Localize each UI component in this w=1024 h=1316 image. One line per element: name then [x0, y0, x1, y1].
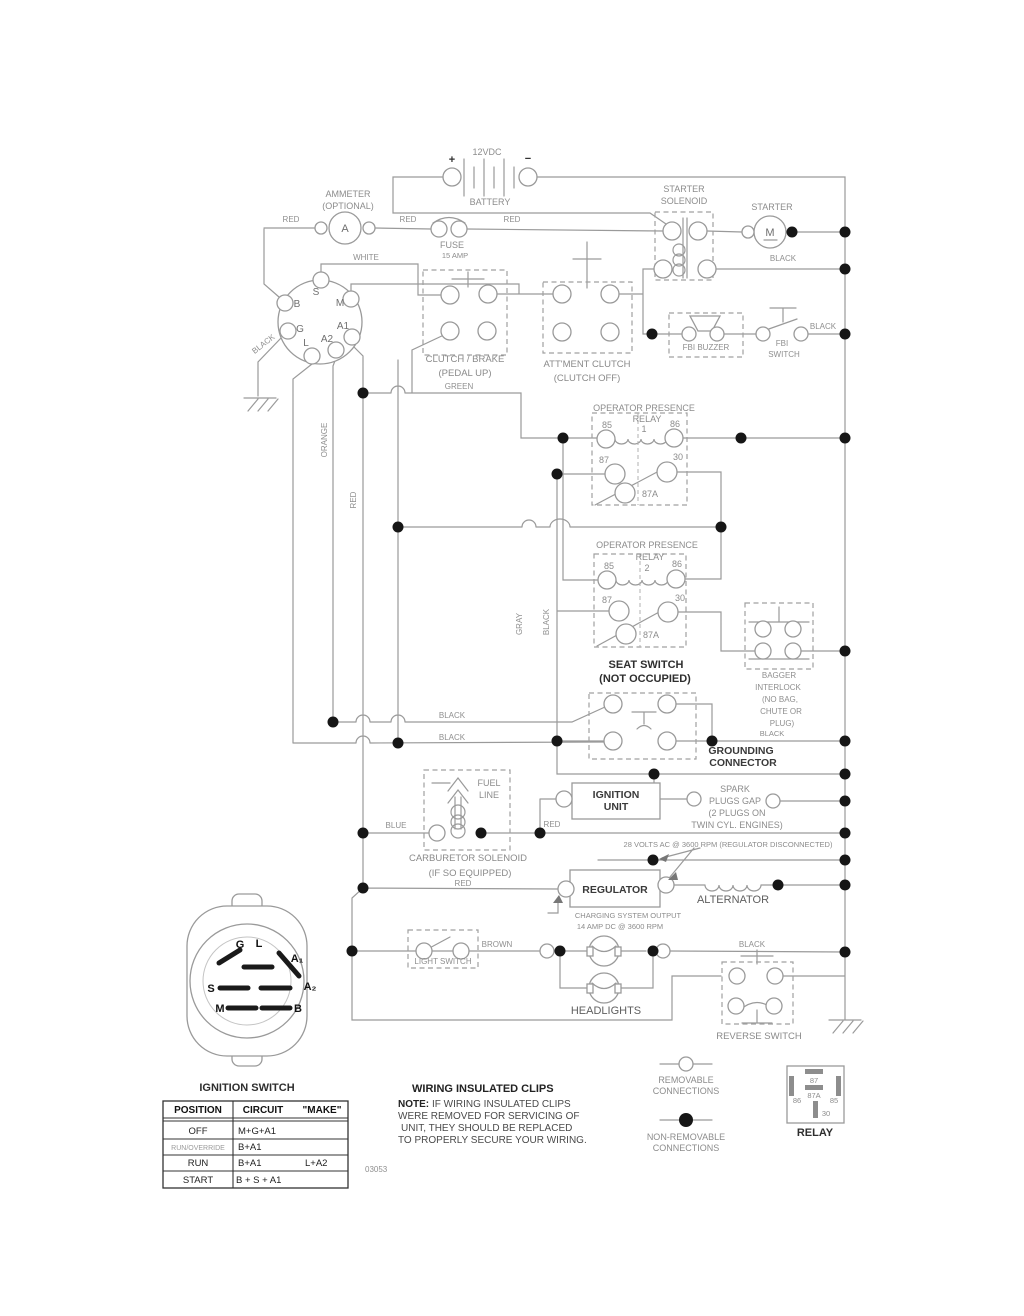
starter-label: STARTER: [751, 202, 793, 212]
wire-label-black-4: BLACK: [438, 711, 466, 720]
relay2-pin-87a: 87A: [642, 630, 660, 640]
table-row-position: OFF: [188, 1126, 208, 1137]
fbi-switch-label-1: FBI: [775, 339, 789, 348]
cluster-terminal-g: G: [296, 324, 304, 335]
relay1-label-2: RELAY: [632, 414, 662, 424]
cluster-terminal-s: S: [312, 287, 320, 298]
bagger-label-3: (NO BAG,: [761, 695, 799, 704]
bagger-label-5: PLUG): [769, 719, 795, 728]
relay2-label-1: OPERATOR PRESENCE: [596, 540, 698, 550]
clips-note-bold: NOTE:: [398, 1099, 430, 1110]
relay1-pin-87: 87: [598, 455, 610, 465]
wiring-clips-note: [398, 1083, 587, 1146]
clips-note-line-2: WERE REMOVED FOR SERVICING OF: [398, 1111, 580, 1122]
alternator-label: ALTERNATOR: [696, 894, 770, 906]
bagger-label-4: CHUTE OR: [760, 707, 802, 716]
connection-legend: [647, 1057, 725, 1153]
volts-note: 28 VOLTS AC @ 3600 RPM (REGULATOR DISCONNECTED): [623, 840, 833, 849]
wire-label-white: WHITE: [353, 253, 379, 262]
spark-plugs-label-2: PLUGS GAP: [708, 796, 762, 806]
table-row-circuit: M+G+A1: [238, 1126, 277, 1137]
fbi-buzzer-label: FBI BUZZER: [682, 343, 730, 352]
attment-clutch-label-2: (CLUTCH OFF): [553, 373, 621, 384]
legend-pin-87a: 87A: [807, 1091, 821, 1100]
legend-pin-30: 30: [821, 1109, 831, 1118]
grounding-label-2: CONNECTOR: [709, 757, 777, 769]
relay2-pin-30: 30: [674, 593, 686, 603]
removable-label-2: CONNECTIONS: [652, 1086, 720, 1096]
regulator-label: REGULATOR: [582, 884, 648, 896]
grounding-label-1: GROUNDING: [708, 745, 774, 757]
relay1-label-1: OPERATOR PRESENCE: [593, 403, 695, 413]
spark-plugs-label-3: (2 PLUGS ON: [708, 808, 766, 818]
detail-terminal-m: M: [215, 1003, 225, 1015]
clips-note-line-3: UNIT, THEY SHOULD BE REPLACED: [401, 1123, 573, 1134]
relay2-number: 2: [644, 563, 650, 573]
ignition-switch-detail: [187, 894, 317, 1094]
wire-label-red-v: RED: [349, 491, 358, 509]
detail-terminal-g: G: [235, 939, 245, 951]
spark-plugs-label-4: TWIN CYL. ENGINES): [691, 820, 783, 830]
cluster-terminal-a1: A1: [336, 321, 350, 332]
wire-label-black-3: BLACK: [759, 729, 785, 738]
relay-pin-legend: [787, 1066, 844, 1139]
table-row-circuit: B + S + A1: [236, 1175, 282, 1186]
wire-label-gray: GRAY: [515, 612, 524, 636]
table-row-position: RUN/OVERRIDE: [171, 1145, 225, 1152]
circuit-make-table: [163, 1101, 348, 1188]
cluster-terminal-b: B: [293, 299, 301, 310]
non-removable-label-2: CONNECTIONS: [652, 1143, 720, 1153]
relay1-pin-85: 85: [601, 420, 613, 430]
carburetor-solenoid-label-1: CARBURETOR SOLENOID: [408, 853, 528, 864]
wire-label-blue: BLUE: [385, 821, 407, 830]
relay1-pin-87a: 87A: [641, 489, 659, 499]
relay2-pin-86: 86: [671, 559, 683, 569]
table-header-circuit: CIRCUIT: [242, 1105, 284, 1116]
removable-label-1: REMOVABLE: [658, 1075, 714, 1085]
cluster-terminal-l: L: [303, 338, 309, 349]
wire-label-orange: ORANGE: [320, 422, 329, 458]
battery-voltage-label: 12VDC: [472, 147, 502, 157]
doc-number: 03053: [365, 1165, 388, 1174]
ammeter-label-2: (OPTIONAL): [322, 201, 374, 211]
wire-label-brown: BROWN: [481, 940, 513, 949]
cluster-terminal-m: M: [335, 298, 345, 309]
ignition-unit-label-2: UNIT: [603, 801, 629, 813]
fuse-rating-label: 15 AMP: [441, 251, 469, 260]
seat-switch-label-1: SEAT SWITCH: [608, 659, 684, 671]
wire-label-black-1: BLACK: [769, 254, 797, 263]
table-header-position: POSITION: [174, 1105, 222, 1116]
relay2-label-2: RELAY: [635, 552, 665, 562]
reverse-switch-label: REVERSE SWITCH: [716, 1031, 802, 1042]
battery-cells-icon: [464, 159, 514, 196]
wire-label-black-v: BLACK: [542, 608, 551, 636]
charging-note-1: CHARGING SYSTEM OUTPUT: [574, 911, 682, 920]
battery-minus-label: −: [524, 153, 532, 165]
fuel-label-2: LINE: [478, 790, 500, 800]
bagger-label-2: INTERLOCK: [755, 683, 801, 692]
clips-note-line-1: IF WIRING INSULATED CLIPS: [432, 1099, 571, 1110]
table-row-circuit: B+A1: [238, 1158, 262, 1169]
wire-label-black-ground: BLACK: [250, 332, 277, 356]
charging-note-2: 14 AMP DC @ 3600 RPM: [576, 922, 664, 931]
battery-plus-label: +: [448, 154, 456, 166]
detail-terminal-l: L: [255, 938, 263, 950]
legend-pin-87: 87: [809, 1076, 819, 1085]
fuse-label: FUSE: [439, 240, 465, 250]
clutch-brake-label-2: (PEDAL UP): [438, 368, 492, 379]
table-row-circuit: B+A1: [238, 1142, 262, 1153]
relay2-pin-87: 87: [601, 595, 613, 605]
detail-terminal-s: S: [207, 983, 215, 995]
clutch-brake-box: [423, 270, 507, 355]
clips-title: WIRING INSULATED CLIPS: [412, 1083, 554, 1095]
table-row-position: START: [182, 1175, 214, 1186]
wire-label-red-5: RED: [454, 879, 472, 888]
table-row-circuit-2: L+A2: [305, 1158, 328, 1169]
wire-label-red-2: RED: [399, 215, 417, 224]
table-row-position: RUN: [187, 1158, 209, 1169]
clips-note-line-4: TO PROPERLY SECURE YOUR WIRING.: [398, 1135, 587, 1146]
light-switch-label: LIGHT SWITCH: [414, 957, 472, 966]
cluster-terminal-a2: A2: [320, 334, 334, 345]
battery-label: BATTERY: [469, 197, 511, 207]
ignition-unit-label-1: IGNITION: [592, 789, 640, 801]
relay1-pin-30: 30: [672, 452, 684, 462]
clutch-brake-label-1: CLUTCH / BRAKE: [425, 354, 505, 365]
wire-label-black-5: BLACK: [438, 733, 466, 742]
relay1-number: 1: [641, 424, 647, 434]
wire-label-red-4: RED: [543, 820, 561, 829]
headlights-label: HEADLIGHTS: [570, 1005, 642, 1017]
legend-pin-86: 86: [792, 1096, 802, 1105]
non-removable-label-1: NON-REMOVABLE: [646, 1132, 726, 1142]
wire-label-red-3: RED: [503, 215, 521, 224]
wire-label-red-1: RED: [282, 215, 300, 224]
wire-label-black-2: BLACK: [809, 322, 837, 331]
wire-label-black-6: BLACK: [738, 940, 766, 949]
relay1-pin-86: 86: [669, 419, 681, 429]
carburetor-solenoid-label-2: (IF SO EQUIPPED): [428, 868, 512, 879]
seat-switch-label-2: (NOT OCCUPIED): [599, 673, 691, 685]
attment-clutch-label-1: ATT'MENT CLUTCH: [543, 359, 631, 370]
fuel-label-1: FUEL: [477, 778, 501, 788]
wire-label-green: GREEN: [444, 382, 474, 391]
detail-terminal-a2: A₂: [303, 981, 317, 993]
starter-solenoid-label-2: SOLENOID: [660, 196, 708, 206]
detail-terminal-b: B: [294, 1003, 302, 1015]
ammeter-label-1: AMMETER: [325, 189, 371, 199]
fbi-switch-label-2: SWITCH: [768, 350, 800, 359]
bagger-label-1: BAGGER: [761, 671, 797, 680]
ignition-switch-title: IGNITION SWITCH: [199, 1082, 295, 1094]
relay2-pin-85: 85: [603, 561, 615, 571]
detail-terminal-a1: A₁: [290, 953, 304, 965]
spark-plugs-label-1: SPARK: [720, 784, 750, 794]
ammeter-symbol: A: [341, 223, 349, 235]
legend-pin-85: 85: [829, 1096, 839, 1105]
starter-solenoid-label-1: STARTER: [663, 184, 705, 194]
starter-symbol: M: [765, 227, 775, 239]
table-header-make: "MAKE": [302, 1105, 342, 1116]
relay-legend-title: RELAY: [796, 1127, 834, 1139]
